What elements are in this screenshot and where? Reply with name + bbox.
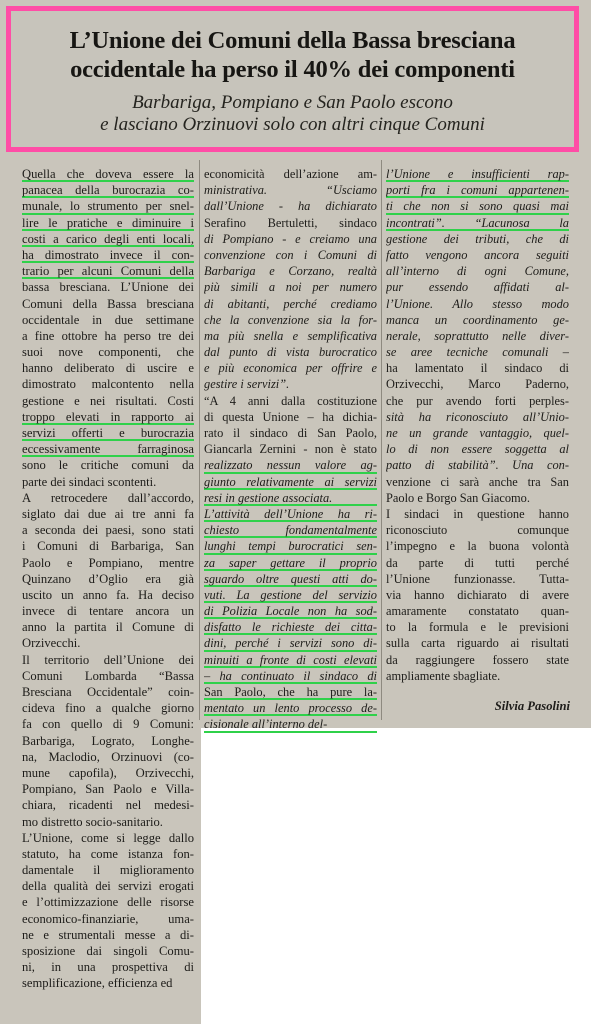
article-line: convenzione con i Comuni di xyxy=(204,247,377,262)
article-line: za saper gettare il proprio xyxy=(204,555,377,570)
article-line: dini, perché i servizi sono di- xyxy=(204,636,377,651)
article-line: bassa bresciana. L’Unione dei xyxy=(22,280,194,295)
article-line: della qualità dei servizi erogati xyxy=(22,879,194,894)
article-line: suoi nove componenti, che xyxy=(22,345,194,360)
subheadline-line-2: e lasciano Orzinuovi solo con altri cinque Comuni xyxy=(100,114,485,135)
article-line: ne e strumentali messe a di- xyxy=(22,927,194,942)
article-line: parte dei sindaci scontenti. xyxy=(22,474,157,489)
article-line: Bresciana Occidentale” coin- xyxy=(22,685,194,699)
headline-frame xyxy=(6,6,579,152)
article-line: nerale, soprattutto nelle diver- xyxy=(386,328,569,343)
column-divider xyxy=(199,160,200,720)
article-line: Barbariga e Corzano, realtà xyxy=(204,264,377,279)
article-line: ha dimostrato invece il con- xyxy=(22,247,194,262)
author-signature: Silvia Pasolini xyxy=(494,699,570,713)
article-line: minuiti a fronte di costi elevati xyxy=(204,652,377,667)
article-line: l’Unione e insufficienti rap- xyxy=(386,167,569,181)
article-line: L’Unione, come si legge dallo xyxy=(22,830,194,845)
article-line: sposizione dai singoli Comu- xyxy=(22,944,194,958)
article-line: dal punto di vista burocratico xyxy=(204,345,377,360)
article-line: da parte di tutti perché xyxy=(386,555,569,570)
article-line: “A 4 anni dalla costituzione xyxy=(204,393,377,408)
article-line: mo distretto socio-sanitario. xyxy=(22,814,163,829)
article-line: all’interno di ogni Comune, xyxy=(386,264,569,279)
article-line: economico-finanziarie, uma- xyxy=(22,911,194,926)
article-line: A retrocedere dall’accordo, xyxy=(22,490,194,505)
article-line: che pur avendo forti perples- xyxy=(386,393,569,408)
article-line: mentato un lento processo de- xyxy=(204,701,377,716)
article-line: na, Maclodio, Orzinuovi (co- xyxy=(22,749,194,764)
article-line: Giancarla Zernini - non è stato xyxy=(204,442,377,457)
article-line: da raggiungere fossero state xyxy=(386,652,569,667)
article-line: I sindaci in questione hanno xyxy=(386,506,569,521)
article-line: di abitanti, perché crediamo xyxy=(204,296,377,311)
article-line: chiara, ricadenti nel medesi- xyxy=(22,798,194,813)
article-line: Il territorio dell’Unione dei xyxy=(22,652,194,667)
article-line: Paolo e Pompiano, mentre xyxy=(22,555,194,570)
article-line: Barbariga, Lograto, Longhe- xyxy=(22,733,194,748)
article-line: e più economica per offrire e xyxy=(204,361,377,376)
article-line: l’Unione. Allo stesso modo xyxy=(386,296,569,311)
article-line: sità ha riconosciuto all’Unio- xyxy=(386,409,569,424)
article-line: costi a carico degli enti locali, xyxy=(22,231,194,246)
article-line: giunto relativamente ai servizi xyxy=(204,474,377,489)
article-line: eccessivamente farraginosa xyxy=(22,442,194,457)
article-line: ti che non si sono quasi mai xyxy=(386,199,569,214)
article-line: via hanno dichiarato di avere xyxy=(386,587,569,602)
article-line: gestione dei tributi, che di xyxy=(386,231,569,246)
article-line: ampliamente sbagliate. xyxy=(386,668,501,683)
article-line: fatto vengono ancora seguiti xyxy=(386,247,569,262)
article-line: to la formula e le previsioni xyxy=(386,620,569,635)
article-line: cisionale all’interno del- xyxy=(204,716,377,732)
article-line: resi in gestione associata. xyxy=(204,490,377,506)
article-line: damentale il miglioramento xyxy=(22,863,194,878)
article-line: manca un coordinamento ge- xyxy=(386,312,569,327)
article-line: che la convenzione sia la for- xyxy=(204,312,377,327)
article-line: Quella che doveva essere la xyxy=(22,167,194,181)
article-line: incontrati”. “Lacunosa la xyxy=(386,215,569,230)
article-line: fa con quello di 9 Comuni: xyxy=(22,717,194,732)
article-line: dimostrato malcontento nella xyxy=(22,377,194,392)
article-line: servizi offerti e burocrazia xyxy=(22,426,194,440)
article-line: l’impegno e la buona volontà xyxy=(386,539,569,554)
article-line: chiesto fondamentalmente xyxy=(204,523,377,538)
article-line: munale, lo strumento per snel- xyxy=(22,199,194,214)
article-line: pur essendo affidati al- xyxy=(386,280,569,295)
article-line: ministrativa. “Usciamo xyxy=(204,183,377,198)
column-divider xyxy=(381,160,382,720)
article-line: statuto, ha come istanza fon- xyxy=(22,846,194,861)
article-line: siglato dai due ai tre anni fa xyxy=(22,506,194,521)
article-line: lo di non essere soggetta al xyxy=(386,442,569,457)
article-line: gestione e nei risultati. Costi xyxy=(22,393,194,408)
article-line: L’attività dell’Unione ha ri- xyxy=(204,506,377,521)
article-line: realizzato nessun valore ag- xyxy=(204,458,377,473)
article-line: semplificazione, efficienza ed xyxy=(22,976,173,991)
article-line: a seconda dei paesi, sono stati xyxy=(22,523,194,538)
article-line: patto di stabilità”. Una con- xyxy=(386,458,569,473)
article-line: amaramente constatato quan- xyxy=(386,604,569,619)
article-line: di questa Unione – ha dichia- xyxy=(204,409,377,424)
article-line: Comuni Lombarda “Bassa xyxy=(22,668,194,683)
article-line: mune capofila), Orzivecchi, xyxy=(22,765,194,780)
article-line: di Pompiano - e creiamo una xyxy=(204,231,377,246)
article-line: più simili a noi per numero xyxy=(204,280,377,295)
article-line: economicità dell’azione am- xyxy=(204,167,377,181)
article-line: Orzivecchi, Marco Paderno, xyxy=(386,377,569,392)
headline-line-2: occidentale ha perso il 40% dei componenti xyxy=(70,56,515,83)
article-line: – ha continuato il sindaco di xyxy=(204,668,377,683)
article-line: San Paolo, che ha pure la- xyxy=(204,685,377,699)
article-line: panacea della burocrazia co- xyxy=(22,183,194,198)
article-line: Comuni della Bassa bresciana xyxy=(22,296,194,311)
article-line: disfatto le richieste dei citta- xyxy=(204,620,377,635)
article-line: anno la partita il Comune di xyxy=(22,620,194,635)
article-line: e l’ottimizzazione delle risorse xyxy=(22,895,194,910)
article-line: dall’Unione - ha dichiarato xyxy=(204,199,377,214)
article-line: cideva fino a qualche giorno xyxy=(22,701,194,716)
article-line: ni, in una prospettiva di xyxy=(22,960,194,975)
article-line: riconosciuto comunque xyxy=(386,523,569,538)
article-column-1 xyxy=(22,166,194,992)
article-line: sono le critiche comuni da xyxy=(22,458,194,473)
article-line: lunghi tempi burocratici sen- xyxy=(204,539,377,554)
article-column-2 xyxy=(204,166,377,733)
article-line: gestire i servizi”. xyxy=(204,377,290,392)
article-line: trario per alcuni Comuni della xyxy=(22,264,194,279)
article-line: l’Unione funzionasse. Tutta- xyxy=(386,571,569,586)
article-line: rato il sindaco di San Paolo, xyxy=(204,426,377,440)
article-line: lire le pratiche e diminuire i xyxy=(22,215,194,230)
article-column-3 xyxy=(386,166,569,684)
subheadline-line-1: Barbariga, Pompiano e San Paolo escono xyxy=(132,92,453,113)
article-line: porti fra i comuni appartenen- xyxy=(386,183,569,198)
article-line: ma più snella e semplificativa xyxy=(204,328,377,343)
article-line: Orzivecchi. xyxy=(22,636,81,651)
article-line: i Comuni di Barbariga, San xyxy=(22,539,194,554)
headline-line-1: L’Unione dei Comuni della Bassa bresciana xyxy=(69,27,516,54)
article-line: hanno deliberato di uscire e xyxy=(22,361,194,376)
article-line: invece di tentare ancora un xyxy=(22,604,194,619)
article-line: vuti. La gestione del servizio xyxy=(204,587,377,602)
article-line: sulla carta riguardo ai risultati xyxy=(386,636,569,651)
article-line: sguardo oltre questi atti do- xyxy=(204,571,377,586)
article-line: di Polizia Locale non ha sod- xyxy=(204,604,377,619)
article-line: se aree tecniche comunali – xyxy=(386,345,569,360)
article-line: uscito un anno fa. Ha deciso xyxy=(22,587,194,602)
article-line: a fine ottobre ha perso tre dei xyxy=(22,328,194,343)
article-line: ne un grande vantaggio, quel- xyxy=(386,426,569,440)
article-line: occidentale in due settimane xyxy=(22,312,194,327)
article-line: venzione ci sarà anche tra San xyxy=(386,474,569,489)
article-line: Quinzano d’Oglio era già xyxy=(22,571,194,586)
article-line: Paolo e Borgo San Giacomo. xyxy=(386,490,530,505)
article-line: troppo elevati in rapporto ai xyxy=(22,409,194,424)
article-line: Serafino Bertuletti, sindaco xyxy=(204,215,377,230)
article-line: Pompiano, San Paolo e Villa- xyxy=(22,782,194,797)
article-line: ha lamentato il sindaco di xyxy=(386,361,569,376)
